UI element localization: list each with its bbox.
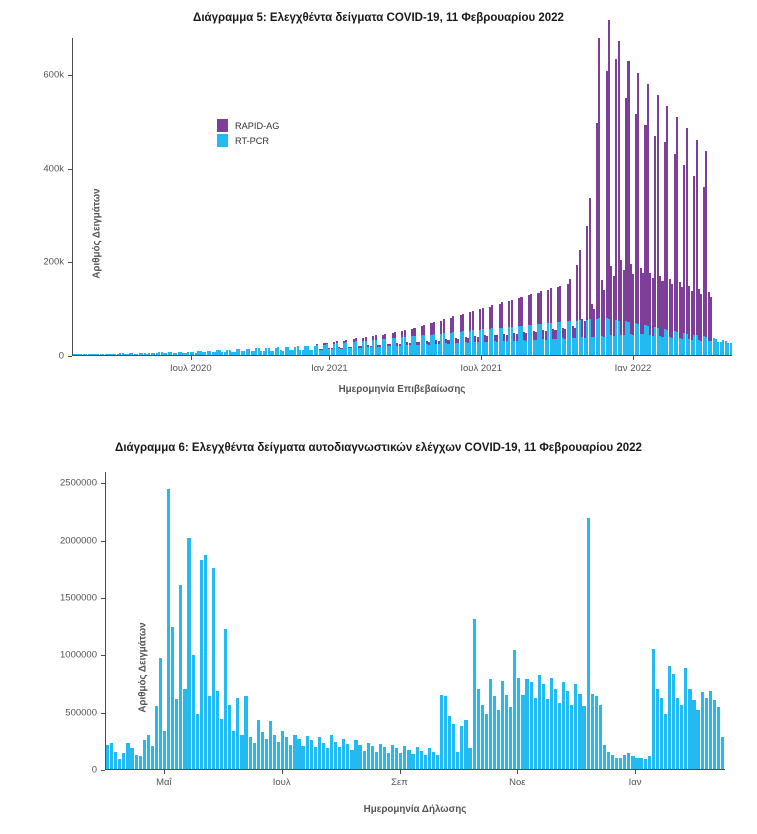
bar [705, 698, 708, 769]
bar [513, 650, 516, 769]
bar [433, 322, 435, 334]
bar [216, 691, 219, 769]
bar [391, 745, 394, 769]
bar [684, 668, 687, 769]
bar [444, 696, 447, 769]
bar [365, 337, 367, 340]
bar [578, 694, 581, 769]
bar [540, 291, 542, 324]
bar [530, 682, 533, 769]
bar [375, 335, 377, 339]
bar [354, 740, 357, 769]
bar [130, 748, 133, 769]
bar [710, 297, 712, 341]
bar [175, 699, 178, 769]
bar [403, 746, 406, 769]
bar [631, 756, 634, 769]
x-tick-label: Ιαν [628, 777, 642, 788]
bar [297, 739, 300, 769]
y-tick-mark [68, 75, 72, 76]
chart-5-plot-area [43, 38, 732, 374]
chart-6-block [0, 420, 757, 834]
bar [511, 300, 513, 327]
bar [485, 714, 488, 769]
legend-entry-rt-pcr [217, 133, 279, 148]
bar [244, 696, 247, 769]
bar [656, 689, 659, 769]
bar [126, 743, 129, 769]
bar [615, 758, 618, 769]
legend-label-rt-pcr: RT-PCR [235, 135, 270, 146]
bar [440, 695, 443, 769]
bar [627, 753, 630, 769]
bar [257, 720, 260, 769]
y-tick-label: 0 [58, 350, 64, 362]
bar [228, 705, 231, 769]
bar [281, 731, 284, 769]
bar [220, 719, 223, 769]
bar [326, 748, 329, 769]
bar [387, 753, 390, 769]
y-tick-label: 500000 [65, 707, 97, 719]
bar [709, 691, 712, 769]
bar [520, 297, 522, 326]
y-tick-mark [68, 356, 72, 357]
bar [187, 538, 190, 769]
bar [135, 755, 138, 769]
bar [301, 746, 304, 769]
bar [269, 721, 272, 769]
bar [464, 720, 467, 769]
bar [367, 743, 370, 769]
x-tick-label: Ιουλ 2021 [460, 363, 503, 374]
bar [371, 746, 374, 769]
bar [394, 332, 396, 338]
chart-5-y-axis [72, 38, 73, 356]
bar [582, 706, 585, 769]
bar [358, 745, 361, 769]
bar [566, 691, 569, 769]
bar [420, 751, 423, 769]
bar [342, 739, 345, 769]
bar [212, 568, 215, 769]
bar [428, 748, 431, 769]
bar [232, 731, 235, 769]
bar [318, 737, 321, 769]
chart-5-title: Διάγραμμα 5: Ελεγχθέντα δείγματα COVID-19, 11 Φεβρουαρίου 2022 [193, 12, 564, 24]
y-tick-label: 2000000 [60, 535, 97, 547]
bar [183, 689, 186, 769]
bar [554, 689, 557, 769]
bar [562, 682, 565, 769]
bar [167, 489, 170, 769]
bar [383, 747, 386, 769]
bar [589, 198, 591, 319]
bar [413, 328, 415, 336]
bar [249, 737, 252, 769]
x-tick-label: Ιουλ [272, 777, 291, 788]
bar [717, 707, 720, 769]
bar [322, 743, 325, 769]
bar [517, 678, 520, 769]
bar [611, 755, 614, 769]
bar [538, 675, 541, 769]
bar [443, 319, 445, 333]
bar [497, 710, 500, 769]
x-tick-mark [481, 356, 482, 360]
bar [122, 753, 125, 769]
bar [452, 724, 455, 769]
bar [285, 737, 288, 769]
bar [179, 585, 182, 769]
y-tick-label: 0 [91, 764, 97, 776]
bar [505, 695, 508, 769]
bar [530, 294, 532, 325]
bar [432, 752, 435, 769]
y-tick-mark [101, 598, 105, 599]
bar [668, 666, 671, 769]
bar [481, 705, 484, 769]
bar [623, 755, 626, 769]
y-tick-label: 2500000 [60, 477, 97, 489]
bar [336, 341, 338, 343]
bar [468, 748, 471, 769]
bar [416, 747, 419, 769]
y-tick-label: 1000000 [60, 649, 97, 661]
bar [395, 748, 398, 769]
bar [546, 699, 549, 769]
bar [114, 752, 117, 769]
bar [721, 737, 724, 769]
bar [171, 627, 174, 769]
chart-5-bars [73, 38, 732, 355]
x-tick-mark [400, 770, 401, 774]
bar [672, 674, 675, 769]
y-tick-mark [101, 655, 105, 656]
bar [501, 302, 503, 327]
bar [338, 747, 341, 769]
chart-6-title: Διάγραμμα 6: Ελεγχθέντα δείγματα αυτοδιαγνωστικών ελέγχων COVID-19, 11 Φεβρουαρίου 2022 [115, 442, 642, 454]
bar [676, 698, 679, 769]
bar [106, 745, 109, 769]
bar [411, 754, 414, 769]
x-tick-label: Ιαν 2022 [614, 363, 652, 374]
bar [489, 679, 492, 769]
bar [692, 700, 695, 769]
bar [493, 696, 496, 769]
bar [306, 736, 309, 769]
bar [379, 744, 382, 769]
y-tick-mark [101, 541, 105, 542]
x-tick-mark [329, 356, 330, 360]
bar [477, 689, 480, 769]
bar [525, 679, 528, 769]
bar [542, 684, 545, 769]
legend-label-rapid-ag: RAPID-AG [235, 120, 280, 131]
y-tick-label: 600k [43, 69, 64, 81]
bar [118, 759, 121, 769]
bar [570, 705, 573, 769]
x-tick-mark [635, 770, 636, 774]
chart-6-y-axis-title: Αριθμός Δειγμάτων [137, 622, 149, 713]
bar [664, 714, 667, 769]
x-tick-label: Νοε [509, 777, 526, 788]
bar [155, 706, 158, 769]
bar [346, 744, 349, 769]
bar [534, 698, 537, 769]
x-tick-mark [191, 356, 192, 360]
bar [603, 745, 606, 769]
chart-6-x-axis [105, 769, 725, 770]
bar [204, 555, 207, 769]
bar [151, 746, 154, 769]
bar [330, 735, 333, 769]
bar [163, 731, 166, 769]
bar [713, 700, 716, 769]
bar [680, 705, 683, 769]
bar [598, 38, 600, 318]
bar [619, 758, 622, 769]
x-tick-label: Ιουλ 2020 [169, 363, 212, 374]
bar [404, 330, 406, 337]
y-tick-mark [101, 770, 105, 771]
bar [192, 655, 195, 769]
bar [491, 305, 493, 328]
bar [334, 742, 337, 769]
chart-6-plot-area [60, 472, 725, 788]
bar [293, 735, 296, 769]
bar [660, 698, 663, 769]
bar [345, 340, 347, 343]
bar [399, 753, 402, 769]
bar [224, 629, 227, 770]
bar [424, 755, 427, 769]
legend-swatch-icon [217, 134, 228, 147]
bar [350, 750, 353, 769]
bar [316, 344, 318, 345]
bar [407, 750, 410, 769]
bar [569, 279, 571, 321]
y-tick-label: 1500000 [60, 592, 97, 604]
bar [375, 752, 378, 769]
x-tick-mark [517, 770, 518, 774]
bar [200, 560, 203, 769]
y-tick-mark [68, 169, 72, 170]
bar [550, 678, 553, 769]
bar [289, 745, 292, 769]
y-tick-label: 200k [43, 256, 64, 268]
bar [701, 692, 704, 769]
bar [635, 758, 638, 769]
chart-5-block [0, 0, 757, 410]
bar [521, 695, 524, 769]
bar [355, 338, 357, 341]
bar [587, 518, 590, 769]
bar [423, 325, 425, 335]
bar [652, 649, 655, 769]
bar [648, 756, 651, 769]
bar [326, 343, 328, 345]
bar [696, 710, 699, 769]
bar [559, 286, 561, 322]
bar [607, 752, 610, 769]
bar [139, 756, 142, 769]
bar [240, 735, 243, 769]
bar [462, 314, 464, 332]
bar [363, 751, 366, 769]
chart-6-x-axis-title: Ημερομηνία Δήλωσης [363, 804, 467, 815]
y-tick-mark [101, 483, 105, 484]
bar [730, 343, 732, 355]
bar [265, 739, 268, 769]
bar [473, 619, 476, 769]
bar [456, 752, 459, 769]
bar [314, 747, 317, 769]
x-tick-label: Μαΐ [156, 777, 172, 788]
bar [277, 742, 280, 769]
chart-6-y-axis [105, 472, 106, 770]
x-tick-label: Ιαν 2021 [311, 363, 348, 374]
bar [436, 755, 439, 769]
bar [384, 334, 386, 339]
bar [591, 694, 594, 769]
bar [688, 689, 691, 769]
chart-5-y-axis-title: Αριθμός Δειγμάτων [91, 188, 103, 279]
bar [310, 740, 313, 769]
bar [208, 696, 211, 769]
bar [159, 658, 162, 769]
bar [448, 716, 451, 769]
bar [574, 684, 577, 769]
legend-entry-rapid-ag [217, 118, 279, 133]
bar [595, 696, 598, 769]
bar [644, 759, 647, 769]
bar [501, 681, 504, 769]
bar [472, 311, 474, 331]
bar [110, 743, 113, 769]
chart-5-legend [217, 118, 279, 148]
y-tick-mark [101, 713, 105, 714]
bar [460, 726, 463, 769]
y-tick-label: 400k [43, 163, 64, 175]
y-tick-mark [68, 262, 72, 263]
bar [482, 308, 484, 329]
bar [273, 735, 276, 769]
bar [639, 758, 642, 769]
x-tick-mark [164, 770, 165, 774]
x-tick-mark [633, 356, 634, 360]
bar [509, 707, 512, 769]
legend-swatch-icon [217, 119, 228, 132]
chart-6-bars [106, 472, 725, 769]
x-tick-mark [282, 770, 283, 774]
bar [236, 698, 239, 769]
x-tick-label: Σεπ [391, 777, 408, 788]
bar [452, 316, 454, 332]
bar [196, 714, 199, 769]
bar [261, 732, 264, 769]
bar [599, 705, 602, 769]
bar [558, 703, 561, 769]
bar [550, 288, 552, 322]
bar [579, 250, 581, 320]
bar [253, 743, 256, 769]
chart-5-x-axis-title: Ημερομηνία Επιβεβαίωσης [338, 384, 466, 395]
